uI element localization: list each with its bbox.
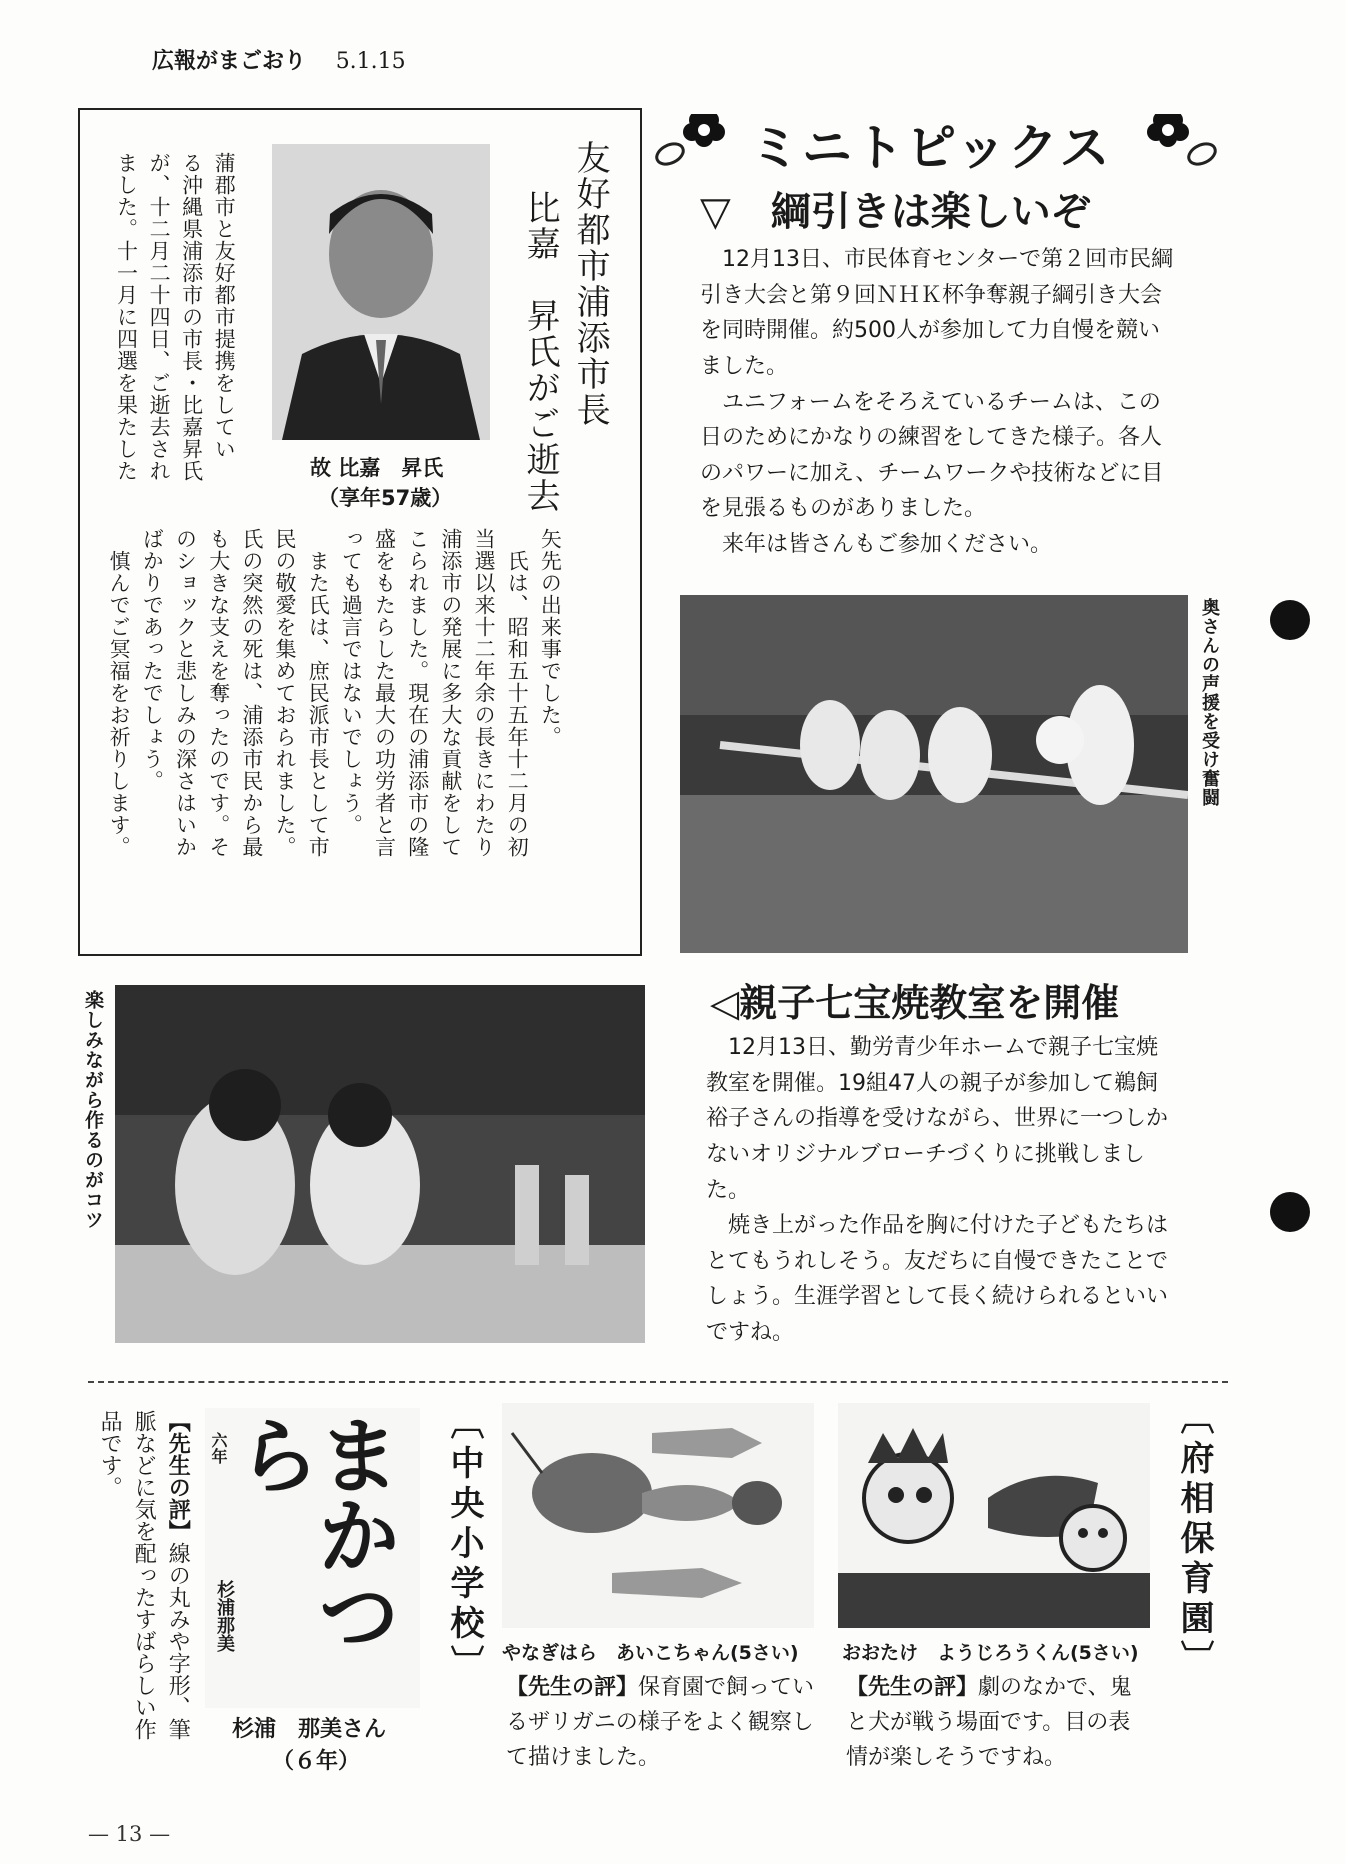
obituary-body: 矢先の出来事でした。 氏は、昭和五十五年十二月の初 当選以来十二年余の長きにわたり 浦添市の発展に多大な貢献をして こられました。現在の浦添市の隆 盛をもたらした最大の功労者と言 っても過言ではないでしょう。 また氏は、庶民派市長として市 民の敬愛を集めておられました。 氏の突然の死は、浦添市民から最 も大きな支えを奪ったのです。そ のショックと悲しみの深さはいか ばかりであったでしょう。 慎んでご冥福をお祈りします。 [107,528,563,858]
tug-photo-caption: 奥さんの声援を受け奮闘 [1199,598,1220,807]
cloisonne-class-photo [115,985,645,1343]
portrait-caption-name: 故 比嘉 昇氏 [310,456,444,480]
crayfish-illustration [502,1403,814,1628]
obituary-title: 友好都市浦添市長 [570,140,611,428]
portrait-caption-age: （享年57歳） [318,486,453,510]
calligraphy-comment-text: 線の丸みや字形、筆脈などに気を配ったすばらしい作品です。 [97,1410,191,1740]
cloisonne-article [706,1030,1176,1351]
tug-of-war-illustration [680,595,1188,953]
crayfish-artist: やなぎはら あいこちゃん(5さい) [502,1642,799,1664]
oni-dog-comment [846,1670,1146,1776]
calligraphy-artwork [205,1408,420,1708]
cloisonne-headline: ◁親子七宝焼教室を開催 [710,981,1120,1025]
oni-dog-artist: おおたけ ようじろうくん(5さい) [842,1642,1139,1664]
calligraphy-comment [92,1410,194,1750]
section-divider [88,1381,1228,1383]
calligraphy-signature: 杉浦那美 [214,1580,235,1652]
tug-of-war-photo [680,595,1188,953]
calligraphy-characters: まかつら [223,1412,403,1652]
mini-topics-banner [652,108,1222,177]
issue-date: 5.1.15 [335,49,406,74]
tug-article [700,242,1174,563]
cloisonne-paragraph: 12月13日、勤労青少年ホームで親子七宝焼教室を開催。19組47人の親子が参加して鵜飼裕子さんの指導を受けながら、世界に一つしかないオリジナルブローチづくりに挑戦しました。 [706,1035,1169,1203]
mini-topics-title: ミニトピックス [750,119,1112,177]
tug-headline: ▽ 綱引きは楽しいぞ [700,189,1091,235]
tug-paragraph: 来年は皆さんもご参加ください。 [700,532,1053,557]
oni-dog-illustration [838,1403,1150,1628]
chuo-school-heading: 〔中央小学校〕 [444,1405,484,1685]
oni-and-dog-drawing [838,1403,1150,1628]
flower-leaf-icon [1140,114,1220,170]
obituary-intro: 蒲郡市と友好都市提携をしてい る沖縄県浦添市の市長・比嘉昇氏 が、十二月二十四日、ご逝去され ました。十一月に四選を果たした [114,152,237,482]
portrait-illustration [272,144,490,440]
calligraphy-student-grade: （６年） [272,1749,361,1774]
crayfish-drawing [502,1403,814,1628]
binder-hole [1270,600,1310,640]
tug-paragraph: ユニフォームをそろえているチームは、この日のためにかなりの練習をしてきた様子。各人のパワーに加え、チームワークや技術などに目を見張るものがありました。 [700,389,1164,522]
binder-hole [1270,1192,1310,1232]
page-number: — 13 — [88,1822,171,1846]
oni-dog-comment-label: 【先生の評】 [846,1675,979,1700]
crayfish-comment-label: 【先生の評】 [506,1675,639,1700]
flower-leaf-icon [652,114,732,170]
crayfish-comment [506,1670,816,1776]
cloisonne-illustration [115,985,645,1343]
crayfish-comment-text: 保育園で飼っているザリガニの様子をよく観察して描けました。 [506,1675,815,1771]
mayor-portrait-photo [272,144,490,440]
page-header [152,44,406,75]
calligraphy-grade-mark: 六年 [209,1432,228,1464]
cloisonne-paragraph: 焼き上がった作品を胸に付けた子どもたちはとてもうれしそう。友だちに自慢できたことでしょう。生涯学習として長く続けられるといいですね。 [706,1213,1169,1345]
oni-dog-comment-text: 劇のなかで、鬼と犬が戦う場面です。目の表情が楽しそうですね。 [846,1675,1132,1771]
cloisonne-photo-caption: 楽しみながら作るのがコツ [82,990,104,1230]
tug-paragraph: 12月13日、市民体育センターで第２回市民綱引き大会と第９回ＮＨＫ杯争奪親子綱引き大会を同時開催。約500人が参加して力自慢を競いました。 [700,247,1174,379]
fusou-nursery-heading: 〔府相保育園〕 [1174,1400,1214,1680]
calligraphy-comment-label: 【先生の評】 [165,1410,191,1542]
obituary-subtitle: 比嘉 昇氏がご逝去 [520,190,561,514]
publication-title: 広報がまごおり [152,49,307,74]
calligraphy-student-name: 杉浦 那美さん [232,1717,387,1742]
